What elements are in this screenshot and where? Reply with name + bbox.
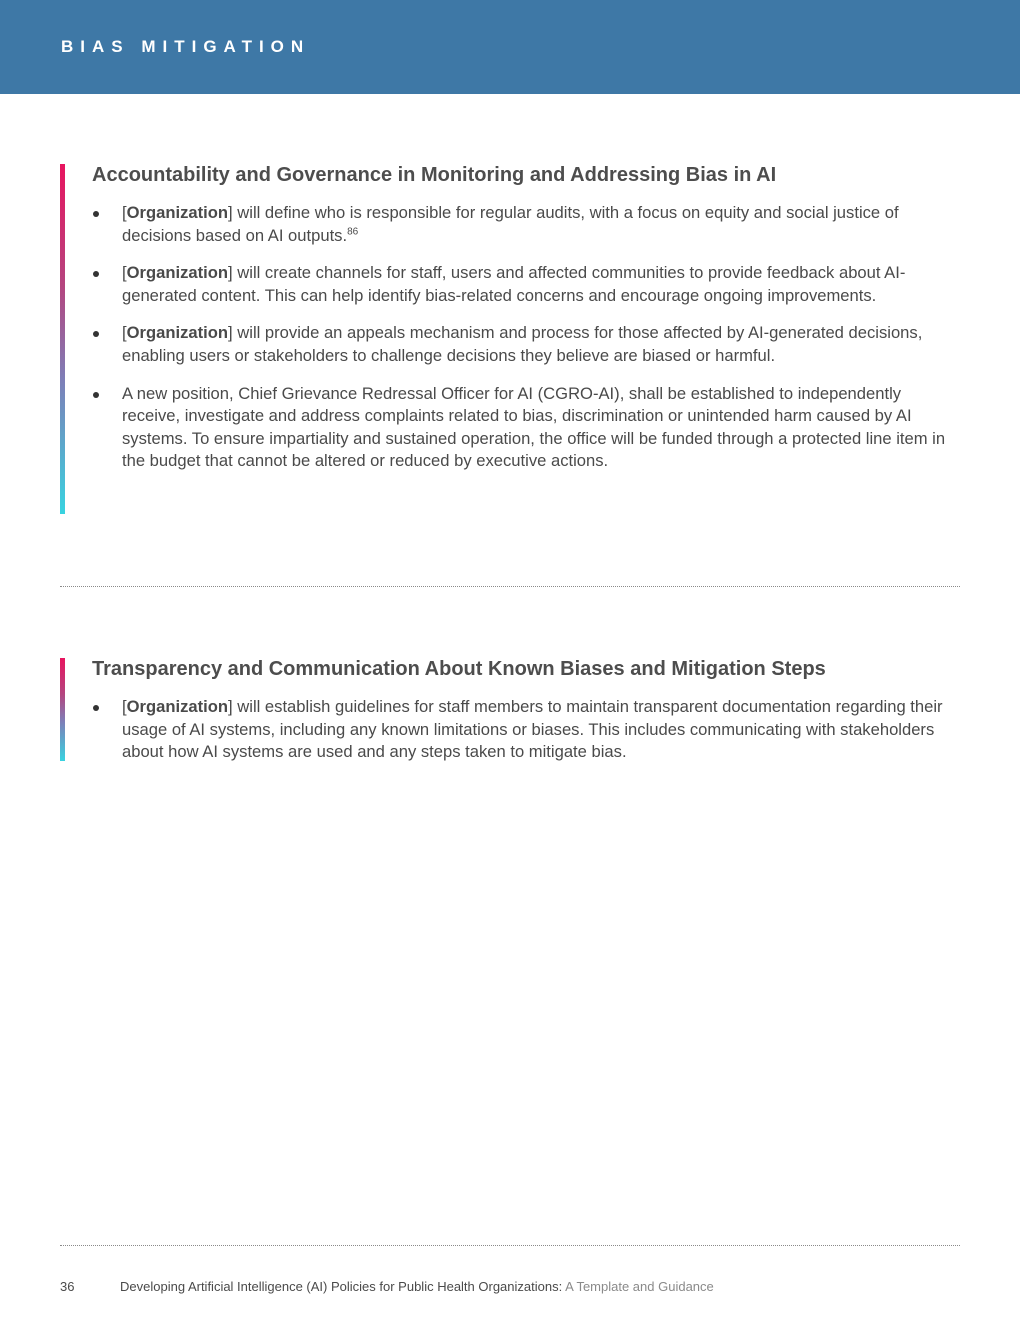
bullet-icon bbox=[93, 392, 99, 398]
section-transparency bbox=[60, 658, 960, 778]
organization-placeholder: Organization bbox=[126, 203, 229, 222]
header-band bbox=[0, 0, 1020, 94]
footer-document-title bbox=[120, 1279, 714, 1294]
list-item: [Organization] will create channels for staff, users and affected communities to provide feedback about AI-generated content. This can help identify bias-related concerns and encourage ongoing improvements. bbox=[92, 262, 950, 307]
footnote-ref: 86 bbox=[347, 226, 359, 238]
footer-subtitle: A Template and Guidance bbox=[562, 1279, 714, 1294]
bullet-icon bbox=[93, 271, 99, 277]
section-divider bbox=[60, 586, 960, 587]
bullet-icon bbox=[93, 705, 99, 711]
section-title: Transparency and Communication About Known Biases and Mitigation Steps bbox=[92, 658, 826, 680]
list-item: A new position, Chief Grievance Redressal Officer for AI (CGRO-AI), shall be established to independently receive, investigate and address complaints related to bias, discrimination or unintended harm caused by AI systems. To ensure impartiality and sustained operation, the office will be funded through a protected line item in the budget that cannot be altered or reduced by executive actions. bbox=[92, 383, 950, 473]
footer-divider bbox=[60, 1245, 960, 1246]
footer-title: Developing Artificial Intelligence (AI) Policies for Public Health Organizations: bbox=[120, 1279, 563, 1294]
organization-placeholder: Organization bbox=[126, 263, 229, 283]
accent-bar bbox=[60, 164, 65, 514]
bullet-icon bbox=[93, 331, 99, 337]
section-accountability bbox=[60, 164, 960, 524]
accent-bar bbox=[60, 658, 65, 761]
section-header-title: BIAS MITIGATION bbox=[61, 37, 311, 56]
section-title: Accountability and Governance in Monitoring and Addressing Bias in AI bbox=[92, 164, 777, 186]
bullet-list bbox=[92, 696, 950, 779]
organization-placeholder: Organization bbox=[126, 697, 229, 716]
list-item: [Organization] will provide an appeals mechanism and process for those affected by AI-generated decisions, enabling users or stakeholders to challenge decisions they believe are biased or harmful. bbox=[92, 322, 950, 367]
page-number: 36 bbox=[60, 1279, 75, 1294]
bullet-icon bbox=[93, 211, 99, 217]
organization-placeholder: Organization bbox=[126, 323, 229, 343]
bullet-list bbox=[92, 202, 950, 488]
list-item: [Organization] will establish guidelines for staff members to maintain transparent documentation regarding their usage of AI systems, including any known limitations or biases. This includes communicating with stakeholders about how AI systems are used and any steps taken to mitigate bias. bbox=[92, 696, 950, 764]
list-item: [Organization] will define who is responsible for regular audits, with a focus on equity and social justice of decisions based on AI outputs.$^{86}$ bbox=[92, 202, 950, 247]
